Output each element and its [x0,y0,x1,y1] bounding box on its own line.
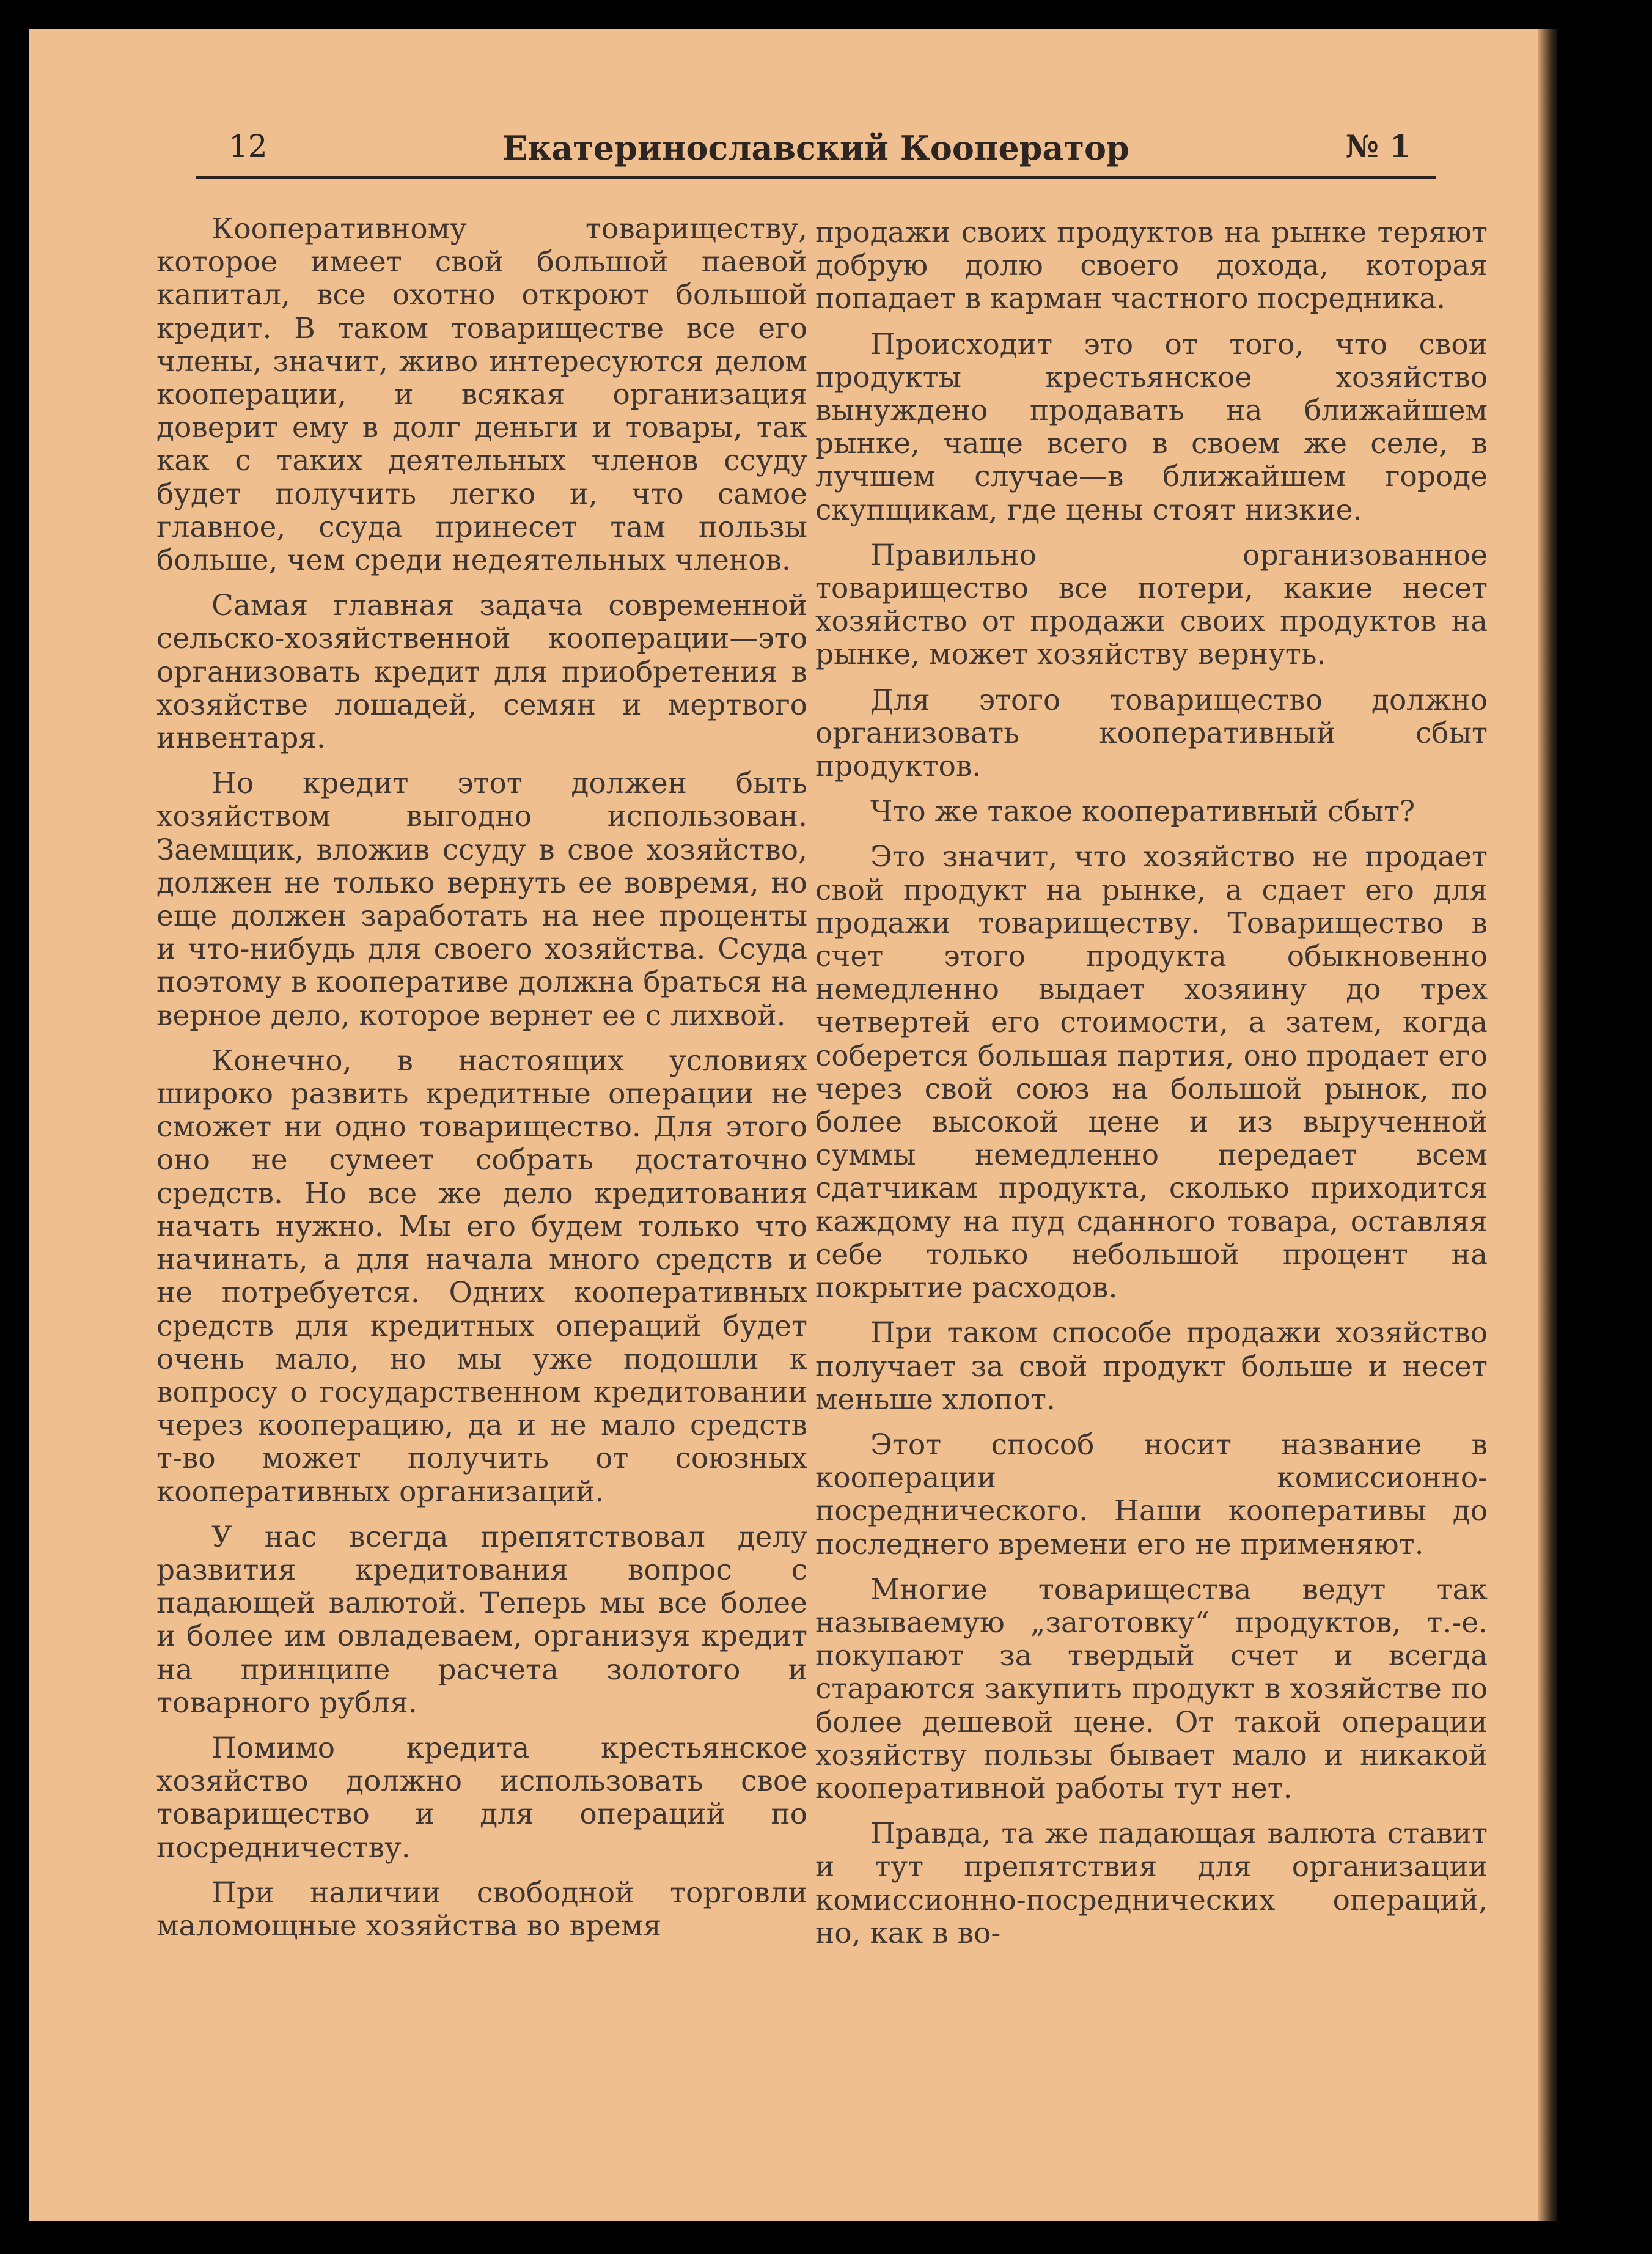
binding-edge [1538,29,1557,2221]
paragraph: Для этого товарищество должно организовать кооперативный сбыт продуктов. [815,683,1488,784]
paragraph: Что же такое кооперативный сбыт? [870,795,1415,829]
paragraph: Кооперативному товариществу, которое имеет свой большой паевой капитал, все охотно откроют большой кредит. В таком товариществе все его члены, значит, живо интересуются делом кооперации, и всякая организация доверит ему в долг деньги и товары, так как с таких деятельных членов ссуду будет получить легко и, что самое главное, ссуда принесет там пользы больше, чем среди недеятельных членов. [156,212,807,578]
paragraph: Происходит это от того, что свои продукты крестьянское хозяйство вынуждено продавать на ближайшем рынке, чаще всего в своем же селе, в лучшем случае—в ближайшем городе скупщикам, где цены стоят низкие. [815,327,1488,527]
journal-page [29,29,1557,2221]
paragraph: продажи своих продуктов на рынке теряют добрую долю своего дохода, которая попадает в карман частного посредника. [815,216,1488,316]
paragraph: Этот способ носит название в кооперации комиссионно-посреднического. Наши кооперативы до последнего времени его не применяют. [815,1427,1488,1561]
paragraph: Помимо кредита крестьянское хозяйство должно использовать свое товарищество и для операций по посредничеству. [156,1731,807,1865]
issue-number: № 1 [1345,128,1411,164]
paragraph: Многие товарищества ведут так называемую „заготовку“ продуктов, т.-е. покупают за твердый счет и всегда стараются закупить продукт в хозяйстве по более дешевой цене. От такой операции хозяйству пользы бывает мало и никакой кооперативной работы тут нет. [815,1572,1488,1805]
paragraph: Правда, та же падающая валюта ставит и тут препятствия для организации комиссионно-посреднических операций, но, как в во- [815,1817,1488,1950]
right-column [815,216,1488,1962]
paragraph: Конечно, в настоящих условиях широко развить кредитные операции не сможет ни одно товарищество. Для этого оно не сумеет собрать достаточно средств. Но все же дело кредитования начать нужно. Мы его будем только что начинать, а для начала много средств и не потребуется. Одних кооперативных средств для кредитных операций будет очень мало, но мы уже подошли к вопросу о государственном кредитовании через кооперацию, да и не мало средств т-во может получить от союзных кооперативных организаций. [156,1044,807,1509]
paragraph: Самая главная задача современной сельско-хозяйственной кооперации—это организовать кредит для приобретения в хозяйстве лошадей, семян и мертвого инвентаря. [156,589,807,756]
header-rule [196,176,1436,179]
page-number: 12 [229,128,268,164]
paragraph: У нас всегда препятствовал делу развития кредитования вопрос с падающей валютой. Теперь мы все более и более им овладеваем, организуя кредит на принципе расчета золотого и товарного рубля. [156,1520,807,1720]
paragraph: При таком способе продажи хозяйство получает за свой продукт больше и несет меньше хлопот. [815,1316,1488,1416]
paragraph: Правильно организованное товарищество все потери, какие несет хозяйство от продажи своих продуктов на рынке, может хозяйству вернуть. [815,538,1488,672]
paragraph: При наличии свободной торговли маломощные хозяйства во время [156,1876,807,1943]
page-header [196,110,1436,169]
left-column [156,213,807,1955]
paragraph: Но кредит этот должен быть хозяйством выгодно использован. Заемщик, вложив ссуду в свое хозяйство, должен не только вернуть ее вовремя, но еще должен заработать на нее проценты и что-нибудь для своего хозяйства. Ссуда поэтому в кооперативе должна браться на верное дело, которое вернет ее с лихвой. [156,767,807,1033]
paragraph: Это значит, что хозяйство не продает свой продукт на рынке, а сдает его для продажи товариществу. Товарищество в счет этого продукта обыкновенно немедленно выдает хозяину до трех четвертей его стоимости, а затем, когда соберется большая партия, оно продает его через свой союз на большой рынок, по более высокой цене и из вырученной суммы немедленно передает всем сдатчикам продукта, сколько приходится каждому на пуд сданного товара, оставляя себе только небольшой процент на покрытие расходов. [815,840,1488,1305]
journal-title: Екатеринославский Кооператор [502,128,1129,168]
